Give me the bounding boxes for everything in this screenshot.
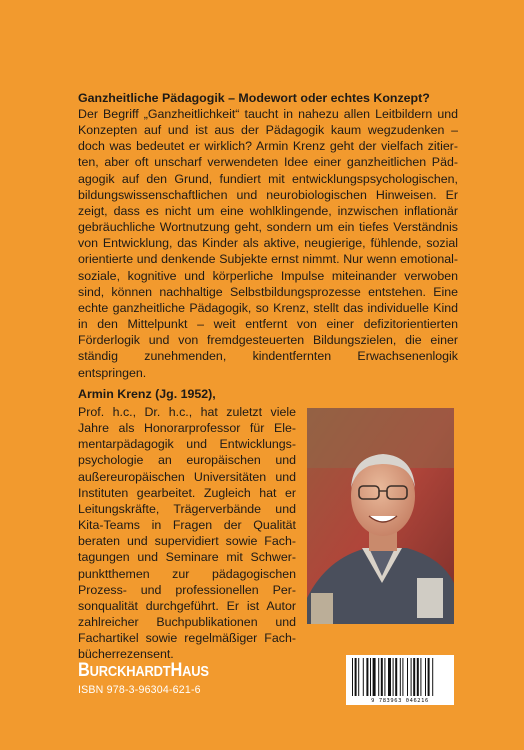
- barcode-bar: [402, 658, 403, 696]
- barcode-bar: [425, 658, 426, 696]
- barcode-bar: [358, 658, 359, 696]
- isbn-text: ISBN 978-3-96304-621-6: [78, 684, 201, 696]
- barcode: [346, 655, 454, 705]
- barcode-bar: [393, 658, 394, 696]
- author-heading: Armin Krenz (Jg. 1952),: [78, 387, 216, 401]
- barcode-bar: [388, 658, 391, 696]
- barcode-bar: [384, 658, 385, 696]
- barcode-bar: [411, 658, 412, 696]
- barcode-bar: [420, 658, 421, 696]
- barcode-bar: [378, 658, 379, 696]
- author-photo: [307, 408, 454, 624]
- barcode-bar: [417, 658, 419, 696]
- blurb-title: Ganzheitliche Pädagogik – Modewort oder echtes Konzept?: [78, 91, 430, 105]
- barcode-bar: [355, 658, 357, 696]
- barcode-bar: [400, 658, 401, 696]
- barcode-bars: [352, 658, 448, 696]
- barcode-number: 9 783963 046216: [371, 698, 429, 704]
- author-portrait-image: [307, 408, 454, 624]
- barcode-bar: [413, 658, 415, 696]
- publisher-logo: BURCKHARDTHAUS: [78, 660, 209, 681]
- author-bio: Prof. h.c., Dr. h.c., hat zuletzt viele Jahre als Honorarprofessor für Elementarpädagogik und Entwicklungspsychologie an europäischen und außereuropäischen Universitäten und Instituten gearbeitet. Zugleich hat er Leitungskräfte, Trägerverbände und Kita-Teams in Fragen der Qualität beraten und supervidiert sowie Fachtagungen und Seminare mit Schwerpunktthemen zur pädagogischen Prozess- und professionellen Personqualität durchgeführt. Er ist Autor zahlreicher Buchpublikationen und Fachartikel sowie regelmäßiger Fachbücherrezensent.: [78, 405, 296, 662]
- barcode-bar: [432, 658, 433, 696]
- barcode-bar: [363, 658, 364, 696]
- barcode-bar: [373, 658, 376, 696]
- barcode-bar: [428, 658, 430, 696]
- barcode-bar: [366, 658, 368, 696]
- barcode-bar: [395, 658, 397, 696]
- blurb-text: Der Begriff „Ganzheitlichkeit“ taucht in nahezu allen Leitbildern und Konzepten auf und ist aus der Pädagogik kaum wegzudenken – doch was bedeutet er wirklich? Armin Krenz geht der vielfach zitierten, aber oft unscharf verwendeten Idee einer ganzheitlichen Pädagogik auf den Grund, fundiert mit entwicklungspsychologischen, bildungswissenschaftlichen und neurobiologischen Hinweisen. Er zeigt, dass es nicht um eine wohlklingende, inzwischen inflationär gebräuchliche Wortnutzung geht, sondern um ein tiefes Verständnis von Entwicklung, das Kinder als aktive, neugierige, fühlende, sozial orientierte und denkende Subjekte ernst nimmt. Nur wenn emotional-soziale, kognitive und körperliche Impulse miteinander verwoben sind, können nachhaltige Selbstbildungsprozesse entstehen. Eine echte ganzheitliche Pädagogik, so Krenz, stellt das individuelle Kind in den Mittelpunkt – weit entfernt von einer defizitorientierten Förderlogik und von fremdgesteuerten Bildungszielen, die einer ständig zunehmenden, kindentfernten Erwachsenenlogik entspringen.: [78, 107, 458, 380]
- barcode-bar: [370, 658, 371, 696]
- barcode-bar: [352, 658, 353, 696]
- barcode-bar: [381, 658, 383, 696]
- barcode-bar: [407, 658, 408, 696]
